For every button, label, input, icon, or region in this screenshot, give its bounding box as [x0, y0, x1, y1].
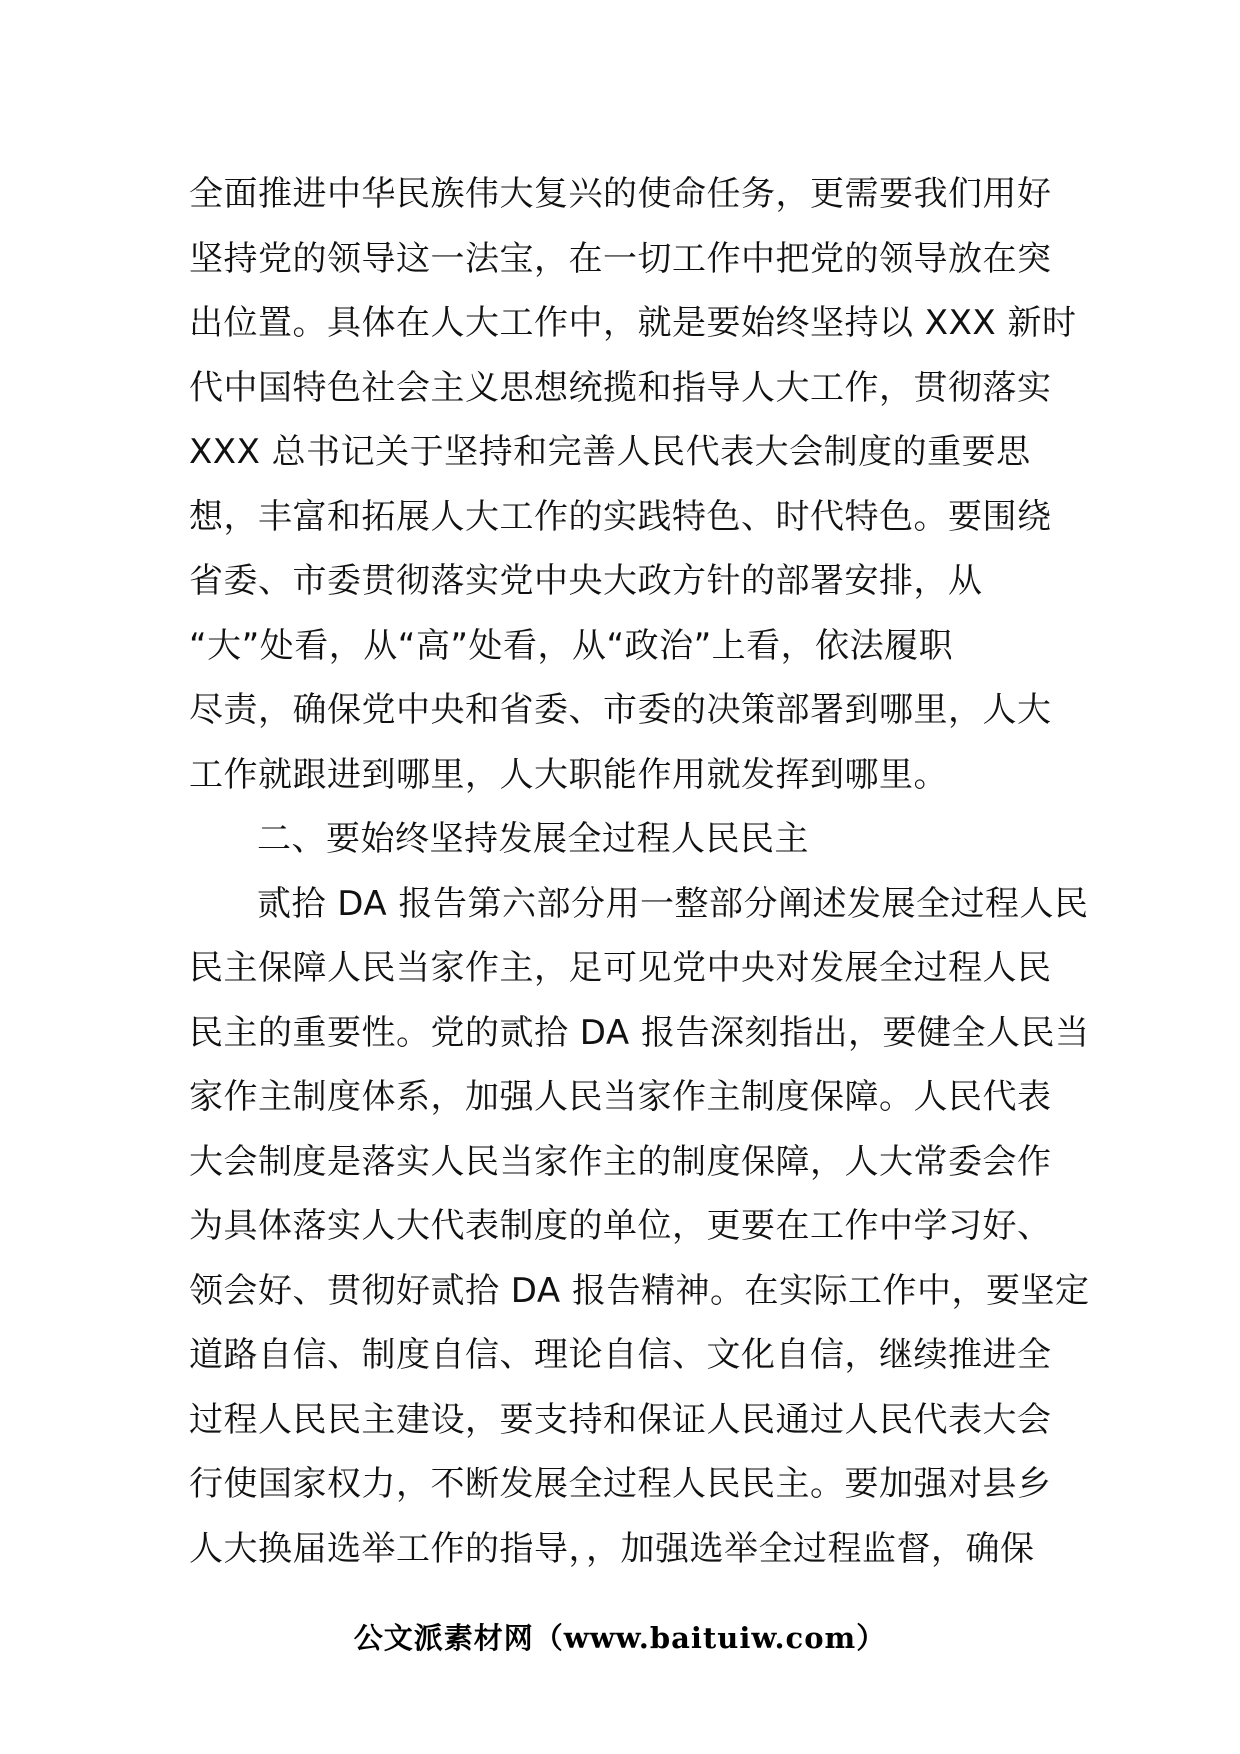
- text-line: 人大换届选举工作的指导，，加强选举全过程监督，确保: [189, 1528, 1035, 1569]
- section-heading: 二、要始终坚持发展全过程人民民主: [257, 819, 809, 859]
- text-line: 为具体落实人大代表制度的单位，更要在工作中学习好、: [189, 1206, 1052, 1246]
- text-line: 民主的重要性。党的贰拾 DA 报告深刻指出，要健全人民当: [189, 1012, 1090, 1053]
- document-body: [189, 162, 1090, 1581]
- text-line: 全面推进中华民族伟大复兴的使命任务，更需要我们用好: [189, 174, 1052, 214]
- text-line: 省委、市委贯彻落实党中央大政方针的部署安排，从: [189, 561, 983, 601]
- text-line: 过程人民民主建设，要支持和保证人民通过人民代表大会: [189, 1399, 1052, 1440]
- text-line: 想，丰富和拓展人大工作的实践特色、时代特色。要围绕: [189, 496, 1052, 537]
- text-line: 大会制度是落实人民当家作主的制度保障，人大常委会作: [189, 1141, 1052, 1182]
- text-line: XXX 总书记关于坚持和完善人民代表大会制度的重要思: [189, 432, 1031, 472]
- text-line: 道路自信、制度自信、理论自信、文化自信，继续推进全: [189, 1335, 1052, 1375]
- page-footer: 公文派素材网（www.baituiw.com）: [353, 1621, 887, 1655]
- text-line: 家作主制度体系，加强人民当家作主制度保障。人民代表: [189, 1077, 1052, 1117]
- text-line: 贰拾 DA 报告第六部分用一整部分阐述发展全过程人民: [257, 883, 1089, 924]
- text-line: 工作就跟进到哪里，人大职能作用就发挥到哪里。: [189, 754, 948, 795]
- text-line: 尽责，确保党中央和省委、市委的决策部署到哪里，人大: [189, 690, 1052, 730]
- text-line: 坚持党的领导这一法宝，在一切工作中把党的领导放在突: [189, 238, 1052, 279]
- text-line: 领会好、贯彻好贰拾 DA 报告精神。在实际工作中，要坚定: [189, 1270, 1090, 1311]
- text-line: 行使国家权力，不断发展全过程人民民主。要加强对县乡: [189, 1464, 1052, 1504]
- text-line: 出位置。具体在人大工作中，就是要始终坚持以 XXX 新时: [189, 303, 1077, 343]
- text-line: “大”处看，从“高”处看，从“政治”上看，依法履职: [189, 625, 954, 666]
- text-line: 民主保障人民当家作主，足可见党中央对发展全过程人民: [189, 948, 1052, 988]
- text-line: 代中国特色社会主义思想统揽和指导人大工作，贯彻落实: [189, 367, 1052, 408]
